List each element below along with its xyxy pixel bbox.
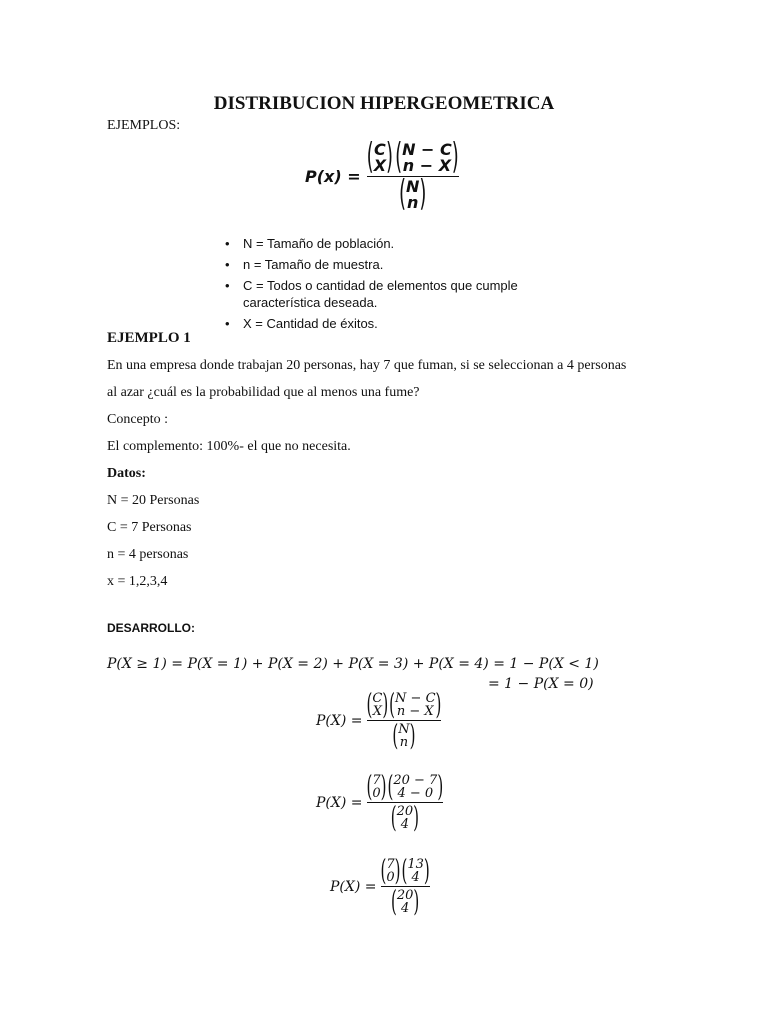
bullet-item: • N = Tamaño de población. bbox=[225, 235, 565, 252]
dato-x: x = 1,2,3,4 bbox=[107, 574, 168, 589]
equation-simplified: P(X) = ( 7 0 ) ( 13 4 ) ( 20 4 ) bbox=[330, 852, 430, 919]
binomial-nc-nx: ( N − C n − X ) bbox=[395, 136, 459, 178]
bullet-item: • X = Cantidad de éxitos. bbox=[225, 315, 565, 332]
datos-label: Datos: bbox=[107, 466, 146, 481]
equation-substituted: P(X) = ( 7 0 ) ( 20 − 7 4 − 0 ) ( 20 4 ) bbox=[316, 768, 444, 835]
hypergeometric-formula bbox=[305, 136, 459, 215]
concepto-label: Concepto : bbox=[107, 412, 169, 427]
problem-line-2: al azar ¿cuál es la probabilidad que al menos una fume? bbox=[107, 385, 420, 400]
eq-lhs: P(X) = bbox=[316, 712, 363, 729]
eq-lhs: P(X) = bbox=[330, 878, 377, 895]
binomial-n-n: ( N n ) bbox=[399, 173, 427, 215]
bullet-item: • C = Todos o cantidad de elementos que cumple característica deseada. bbox=[225, 277, 565, 311]
dato-c: C = 7 Personas bbox=[107, 520, 192, 535]
desarrollo-label: DESARROLLO: bbox=[107, 621, 195, 635]
page-title: DISTRIBUCION HIPERGEOMETRICA bbox=[213, 93, 555, 114]
equation-line-1: P(X ≥ 1) = P(X = 1) + P(X = 2) + P(X = 3) + P(X = 4) = 1 − P(X < 1) bbox=[107, 656, 599, 672]
eq-lhs: P(X) = bbox=[316, 794, 363, 811]
dato-n: N = 20 Personas bbox=[107, 493, 200, 508]
dato-small-n: n = 4 personas bbox=[107, 547, 189, 562]
binomial-c-x: ( C X ) bbox=[366, 136, 394, 178]
formula-fraction bbox=[366, 136, 459, 215]
equation-general: P(X) = ( C X ) ( N − C n − X ) ( N n ) bbox=[316, 686, 442, 753]
ejemplos-label: EJEMPLOS: bbox=[107, 118, 181, 133]
complemento-text: El complemento: 100%- el que no necesita. bbox=[107, 439, 351, 454]
bullet-item: • n = Tamaño de muestra. bbox=[225, 256, 565, 273]
formula-lhs: P(x) = bbox=[305, 167, 361, 186]
problem-line-1: En una empresa donde trabajan 20 personas, hay 7 que fuman, si se seleccionan a 4 personas bbox=[107, 358, 627, 373]
definitions-list bbox=[225, 235, 565, 336]
ejemplo-heading: EJEMPLO 1 bbox=[107, 330, 191, 346]
equation-line-2: = 1 − P(X = 0) bbox=[488, 676, 594, 692]
